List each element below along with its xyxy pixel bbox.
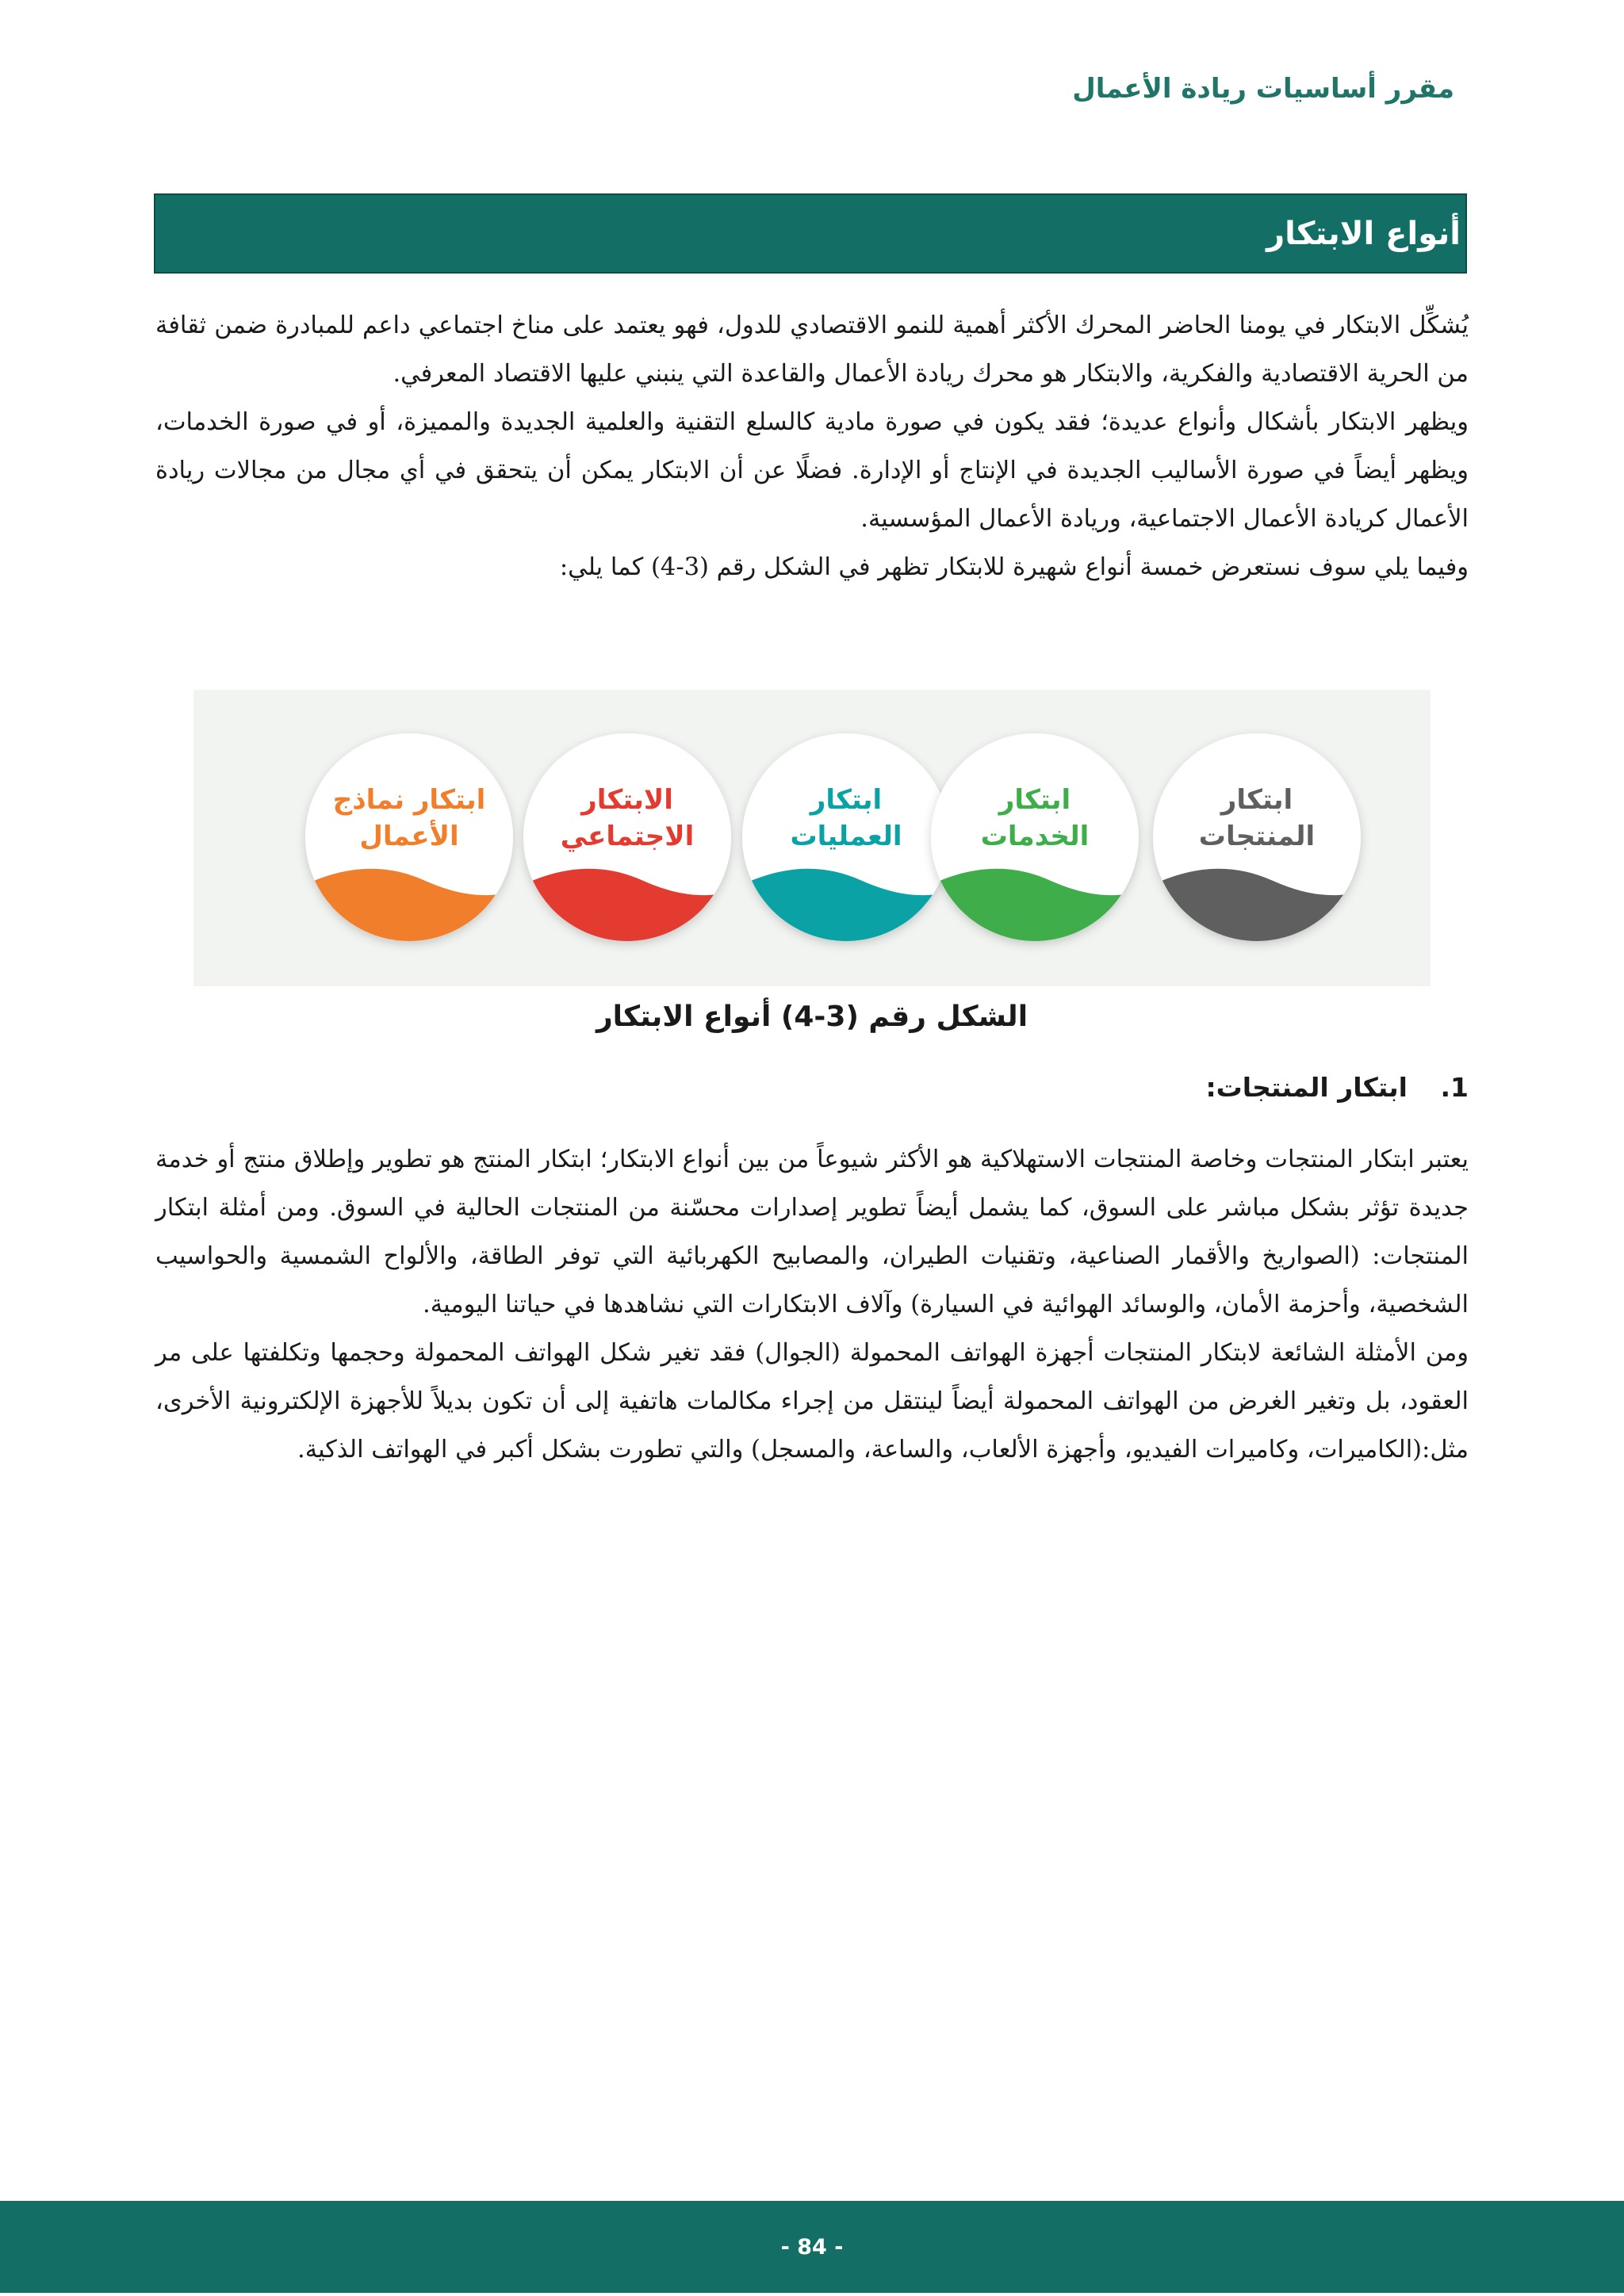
circle-process <box>738 733 956 951</box>
circle-label-line1: ابتكار <box>998 784 1071 816</box>
circle-label-line1: الابتكار <box>581 784 673 816</box>
innovation-types-graphic <box>193 690 1431 986</box>
intro-text <box>155 301 1469 591</box>
circle-products <box>1149 733 1366 951</box>
running-header: مقرر أساسيات ريادة الأعمال <box>1072 73 1454 105</box>
subsection-number: 1. <box>1440 1072 1469 1103</box>
circle-social <box>519 733 737 951</box>
circle-label-line1: ابتكار <box>1220 784 1293 816</box>
subsection-heading <box>1205 1072 1469 1103</box>
circle-label-line2: الاجتماعي <box>560 821 695 852</box>
page-number: - 84 - <box>780 2234 844 2260</box>
paragraph: يعتبر ابتكار المنتجات وخاصة المنتجات الاستهلاكية هو الأكثر شيوعاً من بين أنواع الابتكار؛ ابتكار المنتج هو تطوير وإطلاق منتج أو خدمة جديدة تؤثر بشكل مباشر على السوق، كما يشمل أيضاً تطوير إصدارات محسّنة من المنتجات الحالية في السوق. ومن أمثلة ابتكار المنتجات: (الصواريخ والأقمار الصناعية، وتقنيات الطيران، والمصابيح الكهربائية التي توفر الطاقة، والألواح الشمسية والحواسيب الشخصية، وأحزمة الأمان، والوسائد الهوائية في السيارة) وآلاف الابتكارات التي نشاهدها في حياتنا اليومية. <box>155 1146 1469 1318</box>
figure-caption: الشكل رقم (3-4) أنواع الابتكار <box>596 1001 1028 1033</box>
subsection-title: ابتكار المنتجات: <box>1205 1072 1408 1103</box>
circle-label-line2: العمليات <box>790 821 902 852</box>
body-text <box>155 1135 1469 1474</box>
circle-label-line1: ابتكار <box>810 784 883 816</box>
footer-bar <box>0 2201 1624 2293</box>
circle-services <box>927 733 1144 951</box>
circle-label-line2: الخدمات <box>980 821 1090 852</box>
circle-business-model <box>301 733 519 951</box>
paragraph: ومن الأمثلة الشائعة لابتكار المنتجات أجهزة الهواتف المحمولة (الجوال) فقد تغير شكل الهواتف المحمولة وحجمها وتكلفتها على مر العقود، بل وتغير الغرض من الهواتف المحمولة أيضاً لينتقل من إجراء مكالمات هاتفية إلى أن تكون بديلاً للأجهزة الإلكترونية الأخرى، مثل:(الكاميرات، وكاميرات الفيديو، وأجهزة الألعاب، والساعة، والمسجل) والتي تطورت بشكل أكبر في الهواتف الذكية. <box>155 1339 1469 1464</box>
section-title: أنواع الابتكار <box>1266 215 1461 252</box>
section-title-bar <box>154 193 1467 274</box>
paragraph: يُشكِّل الابتكار في يومنا الحاضر المحرك الأكثر أهمية للنمو الاقتصادي للدول، فهو يعتمد على مناخ اجتماعي داعم للمبادرة ضمن ثقافة من الحرية الاقتصادية والفكرية، والابتكار هو محرك ريادة الأعمال والقاعدة التي ينبني عليها الاقتصاد المعرفي. <box>155 312 1469 388</box>
paragraph: ويظهر الابتكار بأشكال وأنواع عديدة؛ فقد يكون في صورة مادية كالسلع التقنية والعلمية الجديدة والمميزة، أو في صورة الخدمات، ويظهر أيضاً في صورة الأساليب الجديدة في الإنتاج أو الإدارة. فضلًا عن أن الابتكار يمكن أن يتحقق في أي مجال من مجالات ريادة الأعمال كريادة الأعمال الاجتماعية، وريادة الأعمال المؤسسية. <box>155 408 1469 533</box>
circle-label-line1: ابتكار نماذج <box>332 784 486 816</box>
circle-label-line2: الأعمال <box>359 821 459 852</box>
circle-label-line2: المنتجات <box>1198 821 1316 852</box>
paragraph: وفيما يلي سوف نستعرض خمسة أنواع شهيرة للابتكار تظهر في الشكل رقم (3-4) كما يلي: <box>559 553 1469 581</box>
innovation-types-figure <box>193 690 1431 986</box>
